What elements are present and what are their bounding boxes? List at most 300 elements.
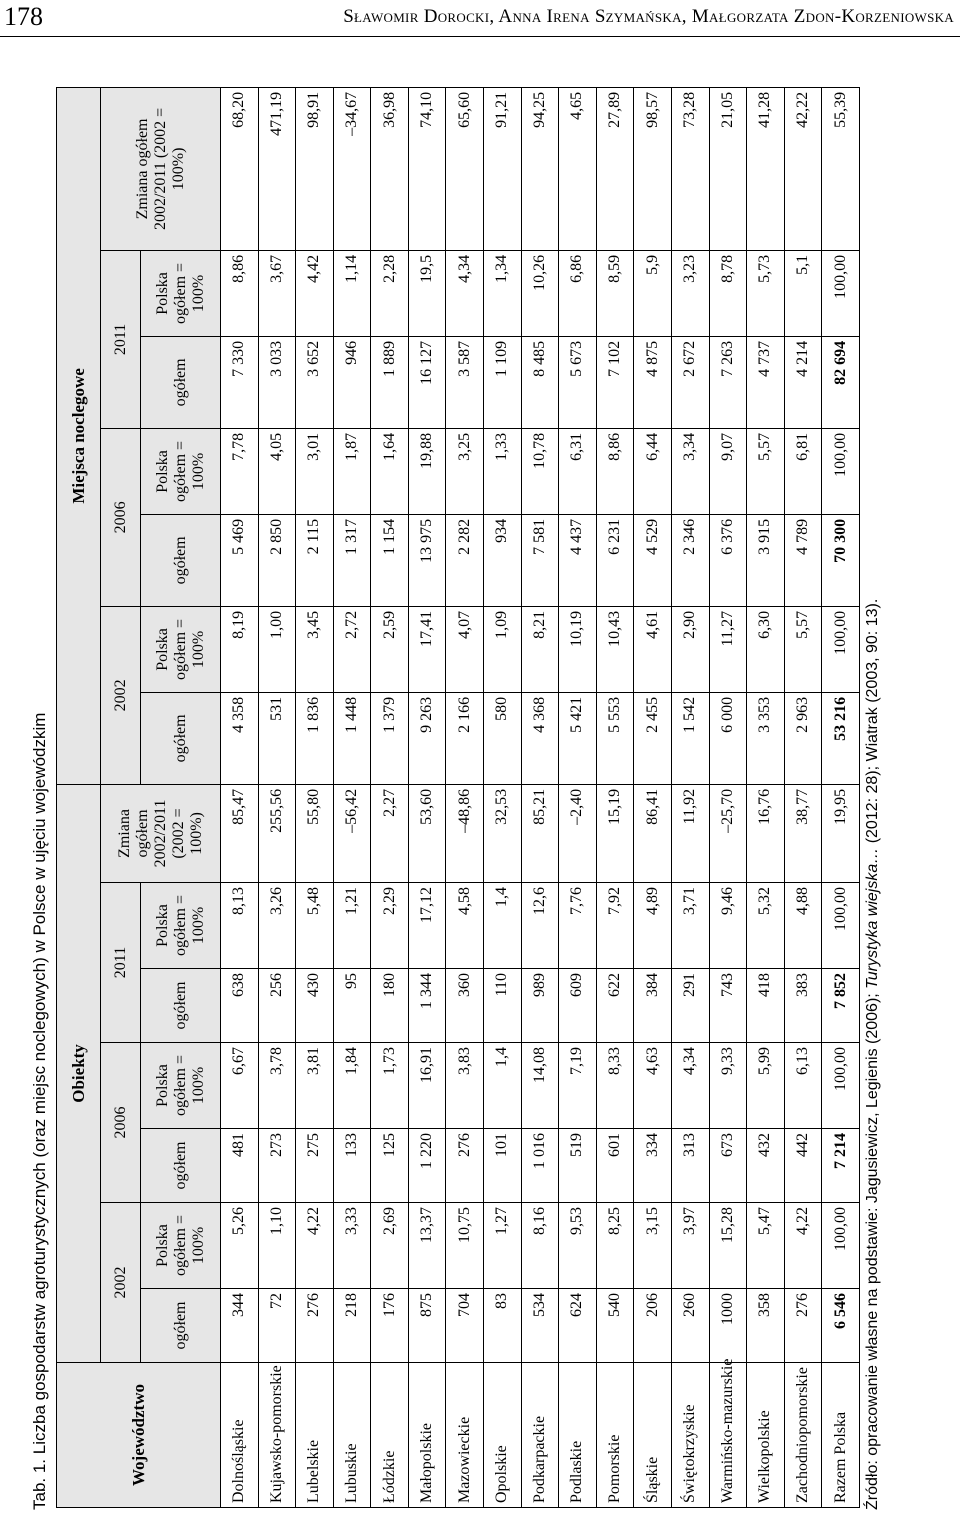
table-cell: 16,76: [747, 784, 785, 882]
table-cell: 3,23: [671, 250, 709, 336]
region-name: Dolnośląskie: [221, 1363, 259, 1508]
year-header: 2006: [101, 1043, 141, 1203]
table-cell: 3,78: [258, 1043, 296, 1129]
region-name: Wielkopolskie: [747, 1363, 785, 1508]
table-cell: 4,61: [634, 606, 672, 692]
table-cell: 875: [408, 1289, 446, 1363]
table-cell: 1 220: [408, 1129, 446, 1203]
table-cell: 4,63: [634, 1043, 672, 1129]
table-cell: 21,05: [709, 87, 747, 250]
table-cell: 2 963: [784, 692, 822, 784]
source-text: Źródło: opracowanie własne na podstawie: Jagusiewicz, Legienis (2006);: [864, 988, 881, 1510]
table-cell: 72: [258, 1289, 296, 1363]
table-cell: 531: [258, 692, 296, 784]
table-cell: 1 448: [333, 692, 371, 784]
table-cell: 358: [747, 1289, 785, 1363]
table-cell: 1,64: [371, 428, 409, 514]
region-name: Warmińsko-mazurskie: [709, 1363, 747, 1508]
table-cell: 6,67: [221, 1043, 259, 1129]
table-cell: 6 000: [709, 692, 747, 784]
table-cell: 2 115: [296, 514, 334, 606]
table-cell: 3 353: [747, 692, 785, 784]
table-cell: 101: [484, 1129, 522, 1203]
table-cell: 291: [671, 969, 709, 1043]
page-number: 178: [4, 2, 43, 31]
table-cell: 42,22: [784, 87, 822, 250]
table-cell: 5,26: [221, 1203, 259, 1289]
table-cell: 95: [333, 969, 371, 1043]
table-cell: 2 455: [634, 692, 672, 784]
table-cell: 9 263: [408, 692, 446, 784]
region-name: Lubuskie: [333, 1363, 371, 1508]
table-cell: 5 673: [559, 336, 597, 428]
table-cell: 1,10: [258, 1203, 296, 1289]
beds-group-header: Miejsca noclegowe: [57, 87, 101, 784]
table-cell: 360: [446, 969, 484, 1043]
table-cell: 6 231: [596, 514, 634, 606]
table-cell: 19,5: [408, 250, 446, 336]
table-cell: 218: [333, 1289, 371, 1363]
table-cell: 580: [484, 692, 522, 784]
rotated-table-block: [30, 30, 930, 1510]
table-cell: 98,91: [296, 87, 334, 250]
table-cell: 2,90: [671, 606, 709, 692]
page-authors: Sławomir Dorocki, Anna Irena Szymańska, Małgorzata Zdon-Korzeniowska: [343, 6, 954, 27]
year-header: 2011: [101, 883, 141, 1043]
table-cell: 7,76: [559, 883, 597, 969]
table-cell: 704: [446, 1289, 484, 1363]
total-column-header: ogółem: [141, 514, 221, 606]
table-row: [747, 87, 785, 1507]
percent-column-header: Polska ogółem = 100%: [141, 606, 221, 692]
table-cell: 2 672: [671, 336, 709, 428]
table-cell: 256: [258, 969, 296, 1043]
table-cell: 12,6: [521, 883, 559, 969]
table-cell: 4,05: [258, 428, 296, 514]
table-cell: 125: [371, 1129, 409, 1203]
table-cell: 3,15: [634, 1203, 672, 1289]
table-cell: 27,89: [596, 87, 634, 250]
table-cell: 7 102: [596, 336, 634, 428]
table-cell: 6,30: [747, 606, 785, 692]
region-name: Mazowieckie: [446, 1363, 484, 1508]
table-cell: 17,41: [408, 606, 446, 692]
percent-column-header: Polska ogółem = 100%: [141, 1203, 221, 1289]
table-cell: 98,57: [634, 87, 672, 250]
table-cell: 8,19: [221, 606, 259, 692]
table-row: [521, 87, 559, 1507]
table-cell: –48,86: [446, 784, 484, 882]
table-cell: 4,89: [634, 883, 672, 969]
table-cell: 4,65: [559, 87, 597, 250]
table-cell: 1,4: [484, 883, 522, 969]
table-cell: 1,34: [484, 250, 522, 336]
year-header: 2002: [101, 606, 141, 784]
table-cell: 8,86: [596, 428, 634, 514]
table-row: [709, 87, 747, 1507]
table-cell: 3 915: [747, 514, 785, 606]
percent-column-header: Polska ogółem = 100%: [141, 883, 221, 969]
total-column-header: ogółem: [141, 336, 221, 428]
table-cell: 7 581: [521, 514, 559, 606]
table-cell: 5,57: [784, 606, 822, 692]
total-row: [822, 87, 860, 1507]
table-cell: 100,00: [822, 606, 860, 692]
table-cell: 1,4: [484, 1043, 522, 1129]
source-note: [864, 599, 882, 1510]
table-cell: 5,32: [747, 883, 785, 969]
table-cell: 1 016: [521, 1129, 559, 1203]
region-name: Podlaskie: [559, 1363, 597, 1508]
table-cell: 673: [709, 1129, 747, 1203]
table-cell: 4,42: [296, 250, 334, 336]
table-cell: –56,42: [333, 784, 371, 882]
table-row: [296, 87, 334, 1507]
table-cell: 7,92: [596, 883, 634, 969]
table-cell: 471,19: [258, 87, 296, 250]
table-cell: 85,21: [521, 784, 559, 882]
table-row: [484, 87, 522, 1507]
table-cell: 55,80: [296, 784, 334, 882]
table-cell: 2 282: [446, 514, 484, 606]
table-cell: 334: [634, 1129, 672, 1203]
table-cell: 85,47: [221, 784, 259, 882]
table-cell: 276: [784, 1289, 822, 1363]
table-cell: 100,00: [822, 250, 860, 336]
table-cell: 255,56: [258, 784, 296, 882]
table-cell: 4 875: [634, 336, 672, 428]
region-name: Świętokrzyskie: [671, 1363, 709, 1508]
table-cell: 5,57: [747, 428, 785, 514]
table-cell: 82 694: [822, 336, 860, 428]
table-cell: 16 127: [408, 336, 446, 428]
percent-column-header: Polska ogółem = 100%: [141, 428, 221, 514]
table-cell: 8,78: [709, 250, 747, 336]
table-cell: 3,34: [671, 428, 709, 514]
table-cell: 3,45: [296, 606, 334, 692]
table-cell: 6,86: [559, 250, 597, 336]
table-cell: 86,41: [634, 784, 672, 882]
table-cell: 53,60: [408, 784, 446, 882]
table-cell: 8,33: [596, 1043, 634, 1129]
table-cell: 4 737: [747, 336, 785, 428]
total-column-header: ogółem: [141, 692, 221, 784]
table-cell: 9,33: [709, 1043, 747, 1129]
table-cell: 2 166: [446, 692, 484, 784]
table-cell: 260: [671, 1289, 709, 1363]
table-cell: 32,53: [484, 784, 522, 882]
region-name: Kujawsko-pomorskie: [258, 1363, 296, 1508]
percent-column-header: Polska ogółem = 100%: [141, 1043, 221, 1129]
table-cell: 4,07: [446, 606, 484, 692]
table-cell: 70 300: [822, 514, 860, 606]
table-cell: 622: [596, 969, 634, 1043]
table-cell: 2,27: [371, 784, 409, 882]
table-cell: 638: [221, 969, 259, 1043]
table-cell: 481: [221, 1129, 259, 1203]
table-cell: 10,75: [446, 1203, 484, 1289]
table-cell: 5,73: [747, 250, 785, 336]
table-cell: 13 975: [408, 514, 446, 606]
table-cell: 273: [258, 1129, 296, 1203]
table-cell: 1000: [709, 1289, 747, 1363]
table-row: [559, 87, 597, 1507]
table-row: [784, 87, 822, 1507]
table-cell: 1 889: [371, 336, 409, 428]
table-cell: 100,00: [822, 1203, 860, 1289]
table-row: [634, 87, 672, 1507]
table-cell: 3,01: [296, 428, 334, 514]
table-cell: 1,27: [484, 1203, 522, 1289]
table-cell: 15,19: [596, 784, 634, 882]
table-row: [408, 87, 446, 1507]
table-body: [221, 87, 860, 1507]
table-cell: 4,22: [784, 1203, 822, 1289]
table-cell: 4,34: [446, 250, 484, 336]
table-cell: 8,25: [596, 1203, 634, 1289]
table-cell: 10,26: [521, 250, 559, 336]
table-row: [596, 87, 634, 1507]
table-cell: 15,28: [709, 1203, 747, 1289]
table-cell: 8,13: [221, 883, 259, 969]
table-cell: 3 587: [446, 336, 484, 428]
table-cell: 383: [784, 969, 822, 1043]
table-cell: 1,14: [333, 250, 371, 336]
table-cell: 8,86: [221, 250, 259, 336]
table-cell: 2 850: [258, 514, 296, 606]
region-column-header: Województwo: [57, 1363, 221, 1508]
table-cell: 2,29: [371, 883, 409, 969]
region-name: Podkarpackie: [521, 1363, 559, 1508]
total-column-header: ogółem: [141, 969, 221, 1043]
region-name: Opolskie: [484, 1363, 522, 1508]
table-caption: Tab. 1. Liczba gospodarstw agroturystycznych (oraz miejsc noclegowych) w Polsce w ujęciu wojewódzkim: [30, 712, 49, 1510]
table-cell: 2,72: [333, 606, 371, 692]
table-cell: 4 358: [221, 692, 259, 784]
table-cell: 100,00: [822, 1043, 860, 1129]
table-row: [221, 87, 259, 1507]
table-cell: 9,53: [559, 1203, 597, 1289]
table-cell: 1 154: [371, 514, 409, 606]
table-cell: 6,13: [784, 1043, 822, 1129]
table-cell: 100,00: [822, 428, 860, 514]
table-cell: 989: [521, 969, 559, 1043]
table-cell: 9,46: [709, 883, 747, 969]
table-cell: 418: [747, 969, 785, 1043]
table-cell: 1,87: [333, 428, 371, 514]
table-row: [333, 87, 371, 1507]
region-name: Śląskie: [634, 1363, 672, 1508]
table-cell: 946: [333, 336, 371, 428]
table-cell: 8,59: [596, 250, 634, 336]
table-cell: 73,28: [671, 87, 709, 250]
table-cell: 3 652: [296, 336, 334, 428]
table-cell: 4 214: [784, 336, 822, 428]
percent-column-header: Polska ogółem = 100%: [141, 250, 221, 336]
table-cell: 68,20: [221, 87, 259, 250]
table-cell: 1 836: [296, 692, 334, 784]
table-cell: –25,70: [709, 784, 747, 882]
table-cell: 4,58: [446, 883, 484, 969]
table-cell: 5 553: [596, 692, 634, 784]
table-cell: 206: [634, 1289, 672, 1363]
region-name: Razem Polska: [822, 1363, 860, 1508]
table-cell: 519: [559, 1129, 597, 1203]
table-cell: 55,39: [822, 87, 860, 250]
source-text-end: (2012: 28); Wiatrak (2003, 90: 13).: [864, 598, 881, 848]
table-cell: –34,67: [333, 87, 371, 250]
table-cell: 19,88: [408, 428, 446, 514]
table-cell: 3,83: [446, 1043, 484, 1129]
change-column-header: Zmiana ogółem 2002/2011 (2002 = 100%): [101, 784, 221, 882]
table-cell: 3,33: [333, 1203, 371, 1289]
table-cell: 3,97: [671, 1203, 709, 1289]
table-cell: 7 852: [822, 969, 860, 1043]
table-cell: 5,9: [634, 250, 672, 336]
table-cell: 8,21: [521, 606, 559, 692]
table-cell: 16,91: [408, 1043, 446, 1129]
table-cell: 1,00: [258, 606, 296, 692]
table-row: [258, 87, 296, 1507]
source-title: Turystyka wiejska…: [864, 847, 881, 989]
table-cell: 3,81: [296, 1043, 334, 1129]
table-cell: 1 379: [371, 692, 409, 784]
table-cell: –2,40: [559, 784, 597, 882]
table-cell: 11,92: [671, 784, 709, 882]
table-cell: 5,99: [747, 1043, 785, 1129]
table-cell: 8 485: [521, 336, 559, 428]
year-header: 2011: [101, 250, 141, 428]
table-cell: 6,44: [634, 428, 672, 514]
table-cell: 5,47: [747, 1203, 785, 1289]
table-cell: 10,78: [521, 428, 559, 514]
table-cell: 275: [296, 1129, 334, 1203]
table-cell: 609: [559, 969, 597, 1043]
table-cell: 313: [671, 1129, 709, 1203]
table-cell: 38,77: [784, 784, 822, 882]
table-cell: 432: [747, 1129, 785, 1203]
table-cell: 7,78: [221, 428, 259, 514]
table-cell: 743: [709, 969, 747, 1043]
table-cell: 276: [446, 1129, 484, 1203]
table-cell: 540: [596, 1289, 634, 1363]
table-cell: 3,71: [671, 883, 709, 969]
table-cell: 3,26: [258, 883, 296, 969]
table-row: [371, 87, 409, 1507]
table-cell: 4,22: [296, 1203, 334, 1289]
table-cell: 624: [559, 1289, 597, 1363]
table-cell: 9,07: [709, 428, 747, 514]
region-name: Pomorskie: [596, 1363, 634, 1508]
table-cell: 7,19: [559, 1043, 597, 1129]
table-cell: 601: [596, 1129, 634, 1203]
table-cell: 94,25: [521, 87, 559, 250]
table-cell: 110: [484, 969, 522, 1043]
table-cell: 5 421: [559, 692, 597, 784]
table-cell: 7 263: [709, 336, 747, 428]
table-cell: 3,25: [446, 428, 484, 514]
table-cell: 4 437: [559, 514, 597, 606]
table-cell: 2 346: [671, 514, 709, 606]
table-cell: 10,43: [596, 606, 634, 692]
table-row: [446, 87, 484, 1507]
table-cell: 6,81: [784, 428, 822, 514]
total-column-header: ogółem: [141, 1289, 221, 1363]
table-cell: 934: [484, 514, 522, 606]
region-name: Małopolskie: [408, 1363, 446, 1508]
region-name: Łódzkie: [371, 1363, 409, 1508]
table-cell: 11,27: [709, 606, 747, 692]
data-table: [56, 87, 860, 1508]
table-cell: 36,98: [371, 87, 409, 250]
table-cell: 4,34: [671, 1043, 709, 1129]
total-column-header: ogółem: [141, 1129, 221, 1203]
table-cell: 74,10: [408, 87, 446, 250]
table-cell: 1,73: [371, 1043, 409, 1129]
table-cell: 7 214: [822, 1129, 860, 1203]
table-cell: 276: [296, 1289, 334, 1363]
table-cell: 6 376: [709, 514, 747, 606]
region-name: Lubelskie: [296, 1363, 334, 1508]
table-cell: 384: [634, 969, 672, 1043]
table-cell: 53 216: [822, 692, 860, 784]
table-cell: 5 469: [221, 514, 259, 606]
table-cell: 3 033: [258, 336, 296, 428]
table-cell: 1,09: [484, 606, 522, 692]
table-cell: 41,28: [747, 87, 785, 250]
table-cell: 1 317: [333, 514, 371, 606]
table-cell: 176: [371, 1289, 409, 1363]
table-cell: 2,69: [371, 1203, 409, 1289]
change-column-header: Zmiana ogółem 2002/2011 (2002 = 100%): [101, 87, 221, 250]
table-cell: 534: [521, 1289, 559, 1363]
table-cell: 91,21: [484, 87, 522, 250]
table-cell: 4 529: [634, 514, 672, 606]
table-cell: 100,00: [822, 883, 860, 969]
table-cell: 1,21: [333, 883, 371, 969]
table-cell: 1 109: [484, 336, 522, 428]
table-cell: 19,95: [822, 784, 860, 882]
table-cell: 14,08: [521, 1043, 559, 1129]
table-cell: 1,33: [484, 428, 522, 514]
table-cell: 4 368: [521, 692, 559, 784]
table-cell: 83: [484, 1289, 522, 1363]
table-cell: 17,12: [408, 883, 446, 969]
table-cell: 2,28: [371, 250, 409, 336]
table-cell: 1 344: [408, 969, 446, 1043]
table-cell: 442: [784, 1129, 822, 1203]
table-cell: 344: [221, 1289, 259, 1363]
table-cell: 6,31: [559, 428, 597, 514]
table-cell: 3,67: [258, 250, 296, 336]
table-cell: 180: [371, 969, 409, 1043]
table-cell: 5,1: [784, 250, 822, 336]
table-cell: 133: [333, 1129, 371, 1203]
year-header: 2006: [101, 428, 141, 606]
table-cell: 2,59: [371, 606, 409, 692]
table-cell: 7 330: [221, 336, 259, 428]
table-cell: 6 546: [822, 1289, 860, 1363]
table-cell: 430: [296, 969, 334, 1043]
table-cell: 65,60: [446, 87, 484, 250]
table-cell: 1,84: [333, 1043, 371, 1129]
table-cell: 13,37: [408, 1203, 446, 1289]
table-cell: 10,19: [559, 606, 597, 692]
table-cell: 1 542: [671, 692, 709, 784]
table-cell: 5,48: [296, 883, 334, 969]
table-cell: 4 789: [784, 514, 822, 606]
objects-group-header: Obiekty: [57, 784, 101, 1362]
